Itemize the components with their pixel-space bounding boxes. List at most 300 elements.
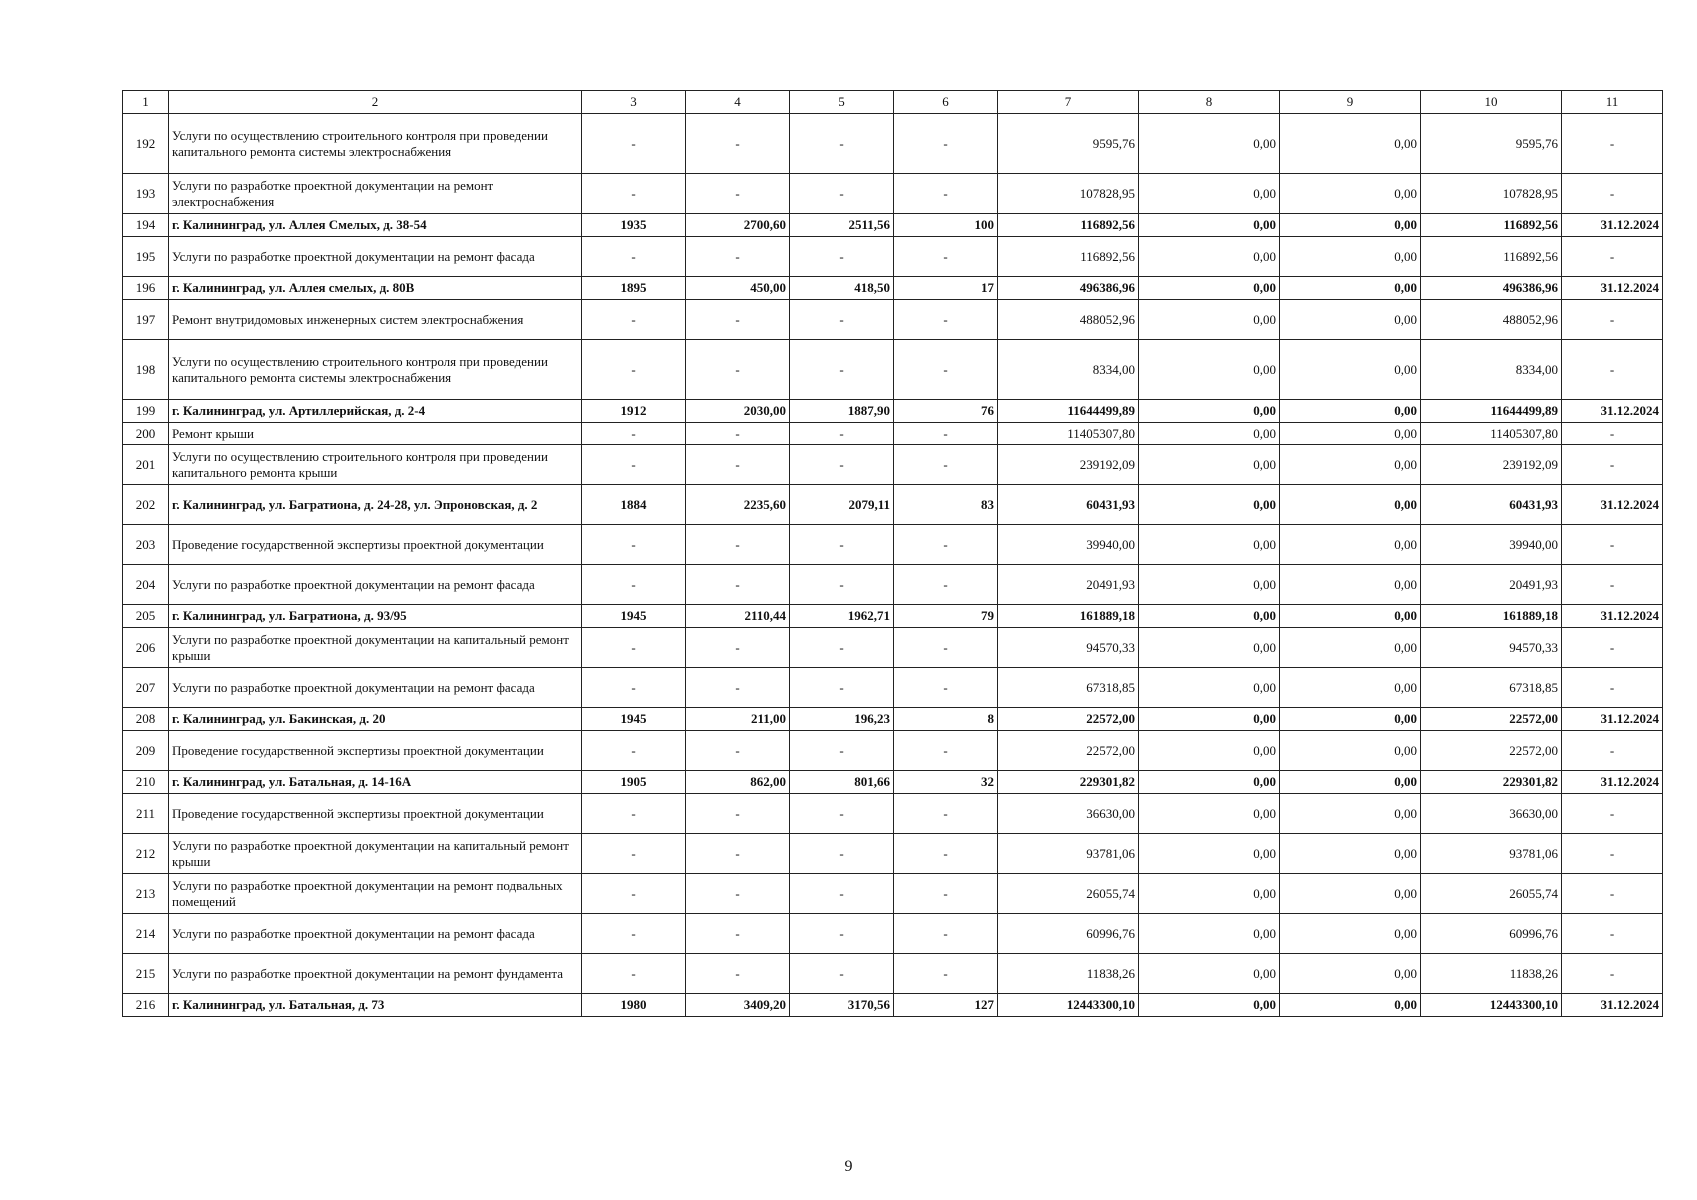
cost-col8-cell: 0,00 (1139, 174, 1280, 214)
address-row (123, 485, 1663, 525)
row-description: Услуги по разработке проектной документации на капитальный ремонт крыши (169, 834, 582, 874)
address-row (123, 605, 1663, 628)
capital-repair-table (122, 90, 1663, 1017)
row-number: 214 (123, 914, 169, 954)
residents-cell: - (894, 174, 998, 214)
cost-col8-cell: 0,00 (1139, 114, 1280, 174)
residents-cell: - (894, 794, 998, 834)
cost-col8-cell: 0,00 (1139, 400, 1280, 423)
area-living-cell: - (790, 525, 894, 565)
service-row (123, 731, 1663, 771)
area-total-cell: - (686, 237, 790, 277)
residents-cell: 76 (894, 400, 998, 423)
cost-col8-cell: 0,00 (1139, 874, 1280, 914)
cost-col10-cell: 94570,33 (1421, 628, 1562, 668)
row-description: Услуги по разработке проектной документации на ремонт фасада (169, 237, 582, 277)
column-header: 5 (790, 91, 894, 114)
year-cell: - (582, 174, 686, 214)
row-number: 197 (123, 300, 169, 340)
area-living-cell: - (790, 914, 894, 954)
residents-cell: 32 (894, 771, 998, 794)
completion-date-cell: - (1562, 174, 1663, 214)
cost-col10-cell: 116892,56 (1421, 214, 1562, 237)
year-cell: - (582, 237, 686, 277)
column-header: 4 (686, 91, 790, 114)
cost-col10-cell: 39940,00 (1421, 525, 1562, 565)
area-living-cell: 801,66 (790, 771, 894, 794)
cost-total-cell: 496386,96 (998, 277, 1139, 300)
cost-col10-cell: 107828,95 (1421, 174, 1562, 214)
row-number: 192 (123, 114, 169, 174)
completion-date-cell: 31.12.2024 (1562, 277, 1663, 300)
address-row (123, 994, 1663, 1017)
row-description: Услуги по разработке проектной документации на ремонт фасада (169, 668, 582, 708)
row-description: г. Калининград, ул. Батальная, д. 73 (169, 994, 582, 1017)
area-total-cell: 2110,44 (686, 605, 790, 628)
area-total-cell: - (686, 954, 790, 994)
cost-col9-cell: 0,00 (1280, 794, 1421, 834)
residents-cell: - (894, 834, 998, 874)
column-header: 3 (582, 91, 686, 114)
area-living-cell: - (790, 445, 894, 485)
row-number: 207 (123, 668, 169, 708)
column-header: 9 (1280, 91, 1421, 114)
cost-col9-cell: 0,00 (1280, 340, 1421, 400)
service-row (123, 174, 1663, 214)
area-total-cell: 450,00 (686, 277, 790, 300)
cost-col9-cell: 0,00 (1280, 277, 1421, 300)
year-cell: - (582, 914, 686, 954)
cost-total-cell: 26055,74 (998, 874, 1139, 914)
cost-col8-cell: 0,00 (1139, 300, 1280, 340)
cost-col8-cell: 0,00 (1139, 708, 1280, 731)
cost-col8-cell: 0,00 (1139, 423, 1280, 445)
area-total-cell: - (686, 340, 790, 400)
row-description: г. Калининград, ул. Аллея смелых, д. 80В (169, 277, 582, 300)
address-row (123, 400, 1663, 423)
row-description: Услуги по осуществлению строительного контроля при проведении капитального ремонта системы электроснабжения (169, 340, 582, 400)
cost-col9-cell: 0,00 (1280, 214, 1421, 237)
service-row (123, 300, 1663, 340)
area-total-cell: - (686, 423, 790, 445)
cost-col8-cell: 0,00 (1139, 771, 1280, 794)
completion-date-cell: 31.12.2024 (1562, 485, 1663, 525)
cost-total-cell: 22572,00 (998, 731, 1139, 771)
area-total-cell: - (686, 794, 790, 834)
area-total-cell: 3409,20 (686, 994, 790, 1017)
residents-cell: - (894, 525, 998, 565)
area-living-cell: - (790, 731, 894, 771)
area-living-cell: - (790, 668, 894, 708)
cost-col9-cell: 0,00 (1280, 994, 1421, 1017)
cost-col8-cell: 0,00 (1139, 994, 1280, 1017)
completion-date-cell: 31.12.2024 (1562, 994, 1663, 1017)
cost-total-cell: 67318,85 (998, 668, 1139, 708)
completion-date-cell: - (1562, 834, 1663, 874)
year-cell: - (582, 525, 686, 565)
row-number: 210 (123, 771, 169, 794)
area-total-cell: - (686, 628, 790, 668)
residents-cell: - (894, 340, 998, 400)
cost-total-cell: 93781,06 (998, 834, 1139, 874)
address-row (123, 708, 1663, 731)
cost-col8-cell: 0,00 (1139, 237, 1280, 277)
cost-total-cell: 12443300,10 (998, 994, 1139, 1017)
service-row (123, 794, 1663, 834)
cost-col8-cell: 0,00 (1139, 277, 1280, 300)
year-cell: - (582, 794, 686, 834)
column-header: 2 (169, 91, 582, 114)
cost-total-cell: 116892,56 (998, 214, 1139, 237)
cost-total-cell: 22572,00 (998, 708, 1139, 731)
area-total-cell: - (686, 525, 790, 565)
cost-col8-cell: 0,00 (1139, 445, 1280, 485)
row-number: 194 (123, 214, 169, 237)
residents-cell: 17 (894, 277, 998, 300)
residents-cell: - (894, 954, 998, 994)
area-living-cell: 196,23 (790, 708, 894, 731)
cost-col10-cell: 26055,74 (1421, 874, 1562, 914)
cost-col8-cell: 0,00 (1139, 954, 1280, 994)
row-description: Проведение государственной экспертизы проектной документации (169, 794, 582, 834)
row-number: 195 (123, 237, 169, 277)
cost-col10-cell: 67318,85 (1421, 668, 1562, 708)
row-description: Проведение государственной экспертизы проектной документации (169, 525, 582, 565)
area-living-cell: - (790, 237, 894, 277)
cost-total-cell: 94570,33 (998, 628, 1139, 668)
cost-total-cell: 60996,76 (998, 914, 1139, 954)
residents-cell: - (894, 300, 998, 340)
cost-col8-cell: 0,00 (1139, 731, 1280, 771)
row-description: Услуги по осуществлению строительного контроля при проведении капитального ремонта крыши (169, 445, 582, 485)
completion-date-cell: - (1562, 874, 1663, 914)
column-header: 7 (998, 91, 1139, 114)
cost-col9-cell: 0,00 (1280, 834, 1421, 874)
completion-date-cell: - (1562, 954, 1663, 994)
residents-cell: 79 (894, 605, 998, 628)
area-living-cell: - (790, 300, 894, 340)
area-living-cell: - (790, 834, 894, 874)
row-description: Ремонт крыши (169, 423, 582, 445)
cost-col8-cell: 0,00 (1139, 834, 1280, 874)
area-total-cell: - (686, 731, 790, 771)
completion-date-cell: - (1562, 525, 1663, 565)
row-description: г. Калининград, ул. Аллея Смелых, д. 38-54 (169, 214, 582, 237)
cost-total-cell: 8334,00 (998, 340, 1139, 400)
row-description: Услуги по разработке проектной документации на ремонт подвальных помещений (169, 874, 582, 914)
row-description: Услуги по разработке проектной документации на ремонт фасада (169, 565, 582, 605)
cost-col9-cell: 0,00 (1280, 114, 1421, 174)
cost-col10-cell: 9595,76 (1421, 114, 1562, 174)
cost-col8-cell: 0,00 (1139, 565, 1280, 605)
cost-col10-cell: 11838,26 (1421, 954, 1562, 994)
service-row (123, 340, 1663, 400)
cost-col8-cell: 0,00 (1139, 628, 1280, 668)
cost-col8-cell: 0,00 (1139, 668, 1280, 708)
cost-col9-cell: 0,00 (1280, 628, 1421, 668)
cost-col10-cell: 229301,82 (1421, 771, 1562, 794)
completion-date-cell: - (1562, 300, 1663, 340)
residents-cell: - (894, 731, 998, 771)
row-number: 205 (123, 605, 169, 628)
area-living-cell: - (790, 565, 894, 605)
cost-col8-cell: 0,00 (1139, 340, 1280, 400)
row-description: г. Калининград, ул. Батальная, д. 14-16А (169, 771, 582, 794)
cost-col10-cell: 20491,93 (1421, 565, 1562, 605)
row-description: Услуги по разработке проектной документации на ремонт электроснабжения (169, 174, 582, 214)
service-row (123, 423, 1663, 445)
cost-col9-cell: 0,00 (1280, 174, 1421, 214)
year-cell: - (582, 834, 686, 874)
residents-cell: - (894, 565, 998, 605)
year-cell: 1945 (582, 605, 686, 628)
cost-col9-cell: 0,00 (1280, 485, 1421, 525)
cost-col8-cell: 0,00 (1139, 794, 1280, 834)
residents-cell: - (894, 237, 998, 277)
cost-col9-cell: 0,00 (1280, 954, 1421, 994)
column-header: 6 (894, 91, 998, 114)
completion-date-cell: - (1562, 731, 1663, 771)
completion-date-cell: - (1562, 423, 1663, 445)
row-description: г. Калининград, ул. Артиллерийская, д. 2-4 (169, 400, 582, 423)
completion-date-cell: - (1562, 628, 1663, 668)
cost-col9-cell: 0,00 (1280, 423, 1421, 445)
row-number: 206 (123, 628, 169, 668)
area-total-cell: - (686, 300, 790, 340)
cost-total-cell: 11405307,80 (998, 423, 1139, 445)
completion-date-cell: 31.12.2024 (1562, 771, 1663, 794)
row-description: Проведение государственной экспертизы проектной документации (169, 731, 582, 771)
row-number: 211 (123, 794, 169, 834)
area-living-cell: 1887,90 (790, 400, 894, 423)
service-row (123, 668, 1663, 708)
register-sheet (122, 90, 1662, 1017)
area-total-cell: - (686, 874, 790, 914)
cost-total-cell: 229301,82 (998, 771, 1139, 794)
area-total-cell: - (686, 565, 790, 605)
column-header: 8 (1139, 91, 1280, 114)
residents-cell: - (894, 668, 998, 708)
area-total-cell: - (686, 834, 790, 874)
residents-cell: 8 (894, 708, 998, 731)
area-living-cell: - (790, 340, 894, 400)
row-number: 204 (123, 565, 169, 605)
cost-total-cell: 161889,18 (998, 605, 1139, 628)
cost-col10-cell: 496386,96 (1421, 277, 1562, 300)
cost-col9-cell: 0,00 (1280, 237, 1421, 277)
service-row (123, 954, 1663, 994)
area-living-cell: - (790, 874, 894, 914)
service-row (123, 114, 1663, 174)
row-number: 193 (123, 174, 169, 214)
service-row (123, 445, 1663, 485)
row-number: 201 (123, 445, 169, 485)
cost-col10-cell: 488052,96 (1421, 300, 1562, 340)
area-total-cell: 2030,00 (686, 400, 790, 423)
cost-col9-cell: 0,00 (1280, 914, 1421, 954)
service-row (123, 237, 1663, 277)
row-number: 209 (123, 731, 169, 771)
area-living-cell: - (790, 954, 894, 994)
cost-col10-cell: 11644499,89 (1421, 400, 1562, 423)
column-header: 1 (123, 91, 169, 114)
area-living-cell: 1962,71 (790, 605, 894, 628)
completion-date-cell: - (1562, 445, 1663, 485)
cost-col10-cell: 11405307,80 (1421, 423, 1562, 445)
cost-col9-cell: 0,00 (1280, 300, 1421, 340)
completion-date-cell: - (1562, 237, 1663, 277)
year-cell: 1945 (582, 708, 686, 731)
cost-total-cell: 39940,00 (998, 525, 1139, 565)
completion-date-cell: - (1562, 565, 1663, 605)
cost-total-cell: 11838,26 (998, 954, 1139, 994)
year-cell: 1895 (582, 277, 686, 300)
cost-col9-cell: 0,00 (1280, 668, 1421, 708)
row-number: 203 (123, 525, 169, 565)
year-cell: - (582, 731, 686, 771)
row-number: 216 (123, 994, 169, 1017)
cost-col10-cell: 36630,00 (1421, 794, 1562, 834)
residents-cell: - (894, 874, 998, 914)
row-description: г. Калининград, ул. Багратиона, д. 93/95 (169, 605, 582, 628)
residents-cell: - (894, 423, 998, 445)
year-cell: - (582, 423, 686, 445)
year-cell: - (582, 954, 686, 994)
row-number: 199 (123, 400, 169, 423)
cost-col8-cell: 0,00 (1139, 214, 1280, 237)
cost-col8-cell: 0,00 (1139, 914, 1280, 954)
row-description: Услуги по разработке проектной документации на ремонт фасада (169, 914, 582, 954)
service-row (123, 628, 1663, 668)
row-description: Услуги по разработке проектной документации на ремонт фундамента (169, 954, 582, 994)
row-number: 213 (123, 874, 169, 914)
cost-col8-cell: 0,00 (1139, 525, 1280, 565)
service-row (123, 874, 1663, 914)
cost-total-cell: 107828,95 (998, 174, 1139, 214)
completion-date-cell: - (1562, 340, 1663, 400)
cost-col10-cell: 60431,93 (1421, 485, 1562, 525)
area-total-cell: 2235,60 (686, 485, 790, 525)
area-total-cell: - (686, 174, 790, 214)
year-cell: - (582, 340, 686, 400)
cost-total-cell: 11644499,89 (998, 400, 1139, 423)
cost-col10-cell: 60996,76 (1421, 914, 1562, 954)
residents-cell: - (894, 114, 998, 174)
year-cell: 1912 (582, 400, 686, 423)
row-number: 202 (123, 485, 169, 525)
residents-cell: 127 (894, 994, 998, 1017)
cost-col8-cell: 0,00 (1139, 485, 1280, 525)
year-cell: 1905 (582, 771, 686, 794)
year-cell: - (582, 668, 686, 708)
area-total-cell: - (686, 914, 790, 954)
column-header: 11 (1562, 91, 1663, 114)
cost-total-cell: 60431,93 (998, 485, 1139, 525)
residents-cell: 100 (894, 214, 998, 237)
completion-date-cell: - (1562, 668, 1663, 708)
completion-date-cell: 31.12.2024 (1562, 605, 1663, 628)
area-living-cell: - (790, 794, 894, 834)
area-total-cell: 2700,60 (686, 214, 790, 237)
cost-total-cell: 9595,76 (998, 114, 1139, 174)
row-number: 215 (123, 954, 169, 994)
cost-total-cell: 116892,56 (998, 237, 1139, 277)
cost-col10-cell: 8334,00 (1421, 340, 1562, 400)
row-description: г. Калининград, ул. Бакинская, д. 20 (169, 708, 582, 731)
service-row (123, 914, 1663, 954)
completion-date-cell: - (1562, 914, 1663, 954)
row-number: 208 (123, 708, 169, 731)
page-number: 9 (844, 1158, 853, 1175)
area-total-cell: - (686, 445, 790, 485)
cost-col10-cell: 22572,00 (1421, 708, 1562, 731)
completion-date-cell: 31.12.2024 (1562, 214, 1663, 237)
year-cell: 1884 (582, 485, 686, 525)
service-row (123, 834, 1663, 874)
cost-total-cell: 239192,09 (998, 445, 1139, 485)
completion-date-cell: - (1562, 794, 1663, 834)
cost-col9-cell: 0,00 (1280, 874, 1421, 914)
cost-total-cell: 20491,93 (998, 565, 1139, 605)
column-number-row (123, 91, 1663, 114)
year-cell: - (582, 300, 686, 340)
column-header: 10 (1421, 91, 1562, 114)
cost-col10-cell: 116892,56 (1421, 237, 1562, 277)
cost-col10-cell: 12443300,10 (1421, 994, 1562, 1017)
cost-col10-cell: 161889,18 (1421, 605, 1562, 628)
cost-col10-cell: 93781,06 (1421, 834, 1562, 874)
cost-col9-cell: 0,00 (1280, 771, 1421, 794)
area-living-cell: 2511,56 (790, 214, 894, 237)
residents-cell: - (894, 628, 998, 668)
area-living-cell: - (790, 174, 894, 214)
service-row (123, 525, 1663, 565)
area-living-cell: 3170,56 (790, 994, 894, 1017)
year-cell: 1935 (582, 214, 686, 237)
area-living-cell: - (790, 423, 894, 445)
year-cell: - (582, 874, 686, 914)
cost-col10-cell: 22572,00 (1421, 731, 1562, 771)
cost-col9-cell: 0,00 (1280, 605, 1421, 628)
service-row (123, 565, 1663, 605)
cost-col9-cell: 0,00 (1280, 708, 1421, 731)
address-row (123, 277, 1663, 300)
cost-col9-cell: 0,00 (1280, 400, 1421, 423)
completion-date-cell: - (1562, 114, 1663, 174)
area-total-cell: - (686, 668, 790, 708)
row-description: Услуги по осуществлению строительного контроля при проведении капитального ремонта системы электроснабжения (169, 114, 582, 174)
cost-col10-cell: 239192,09 (1421, 445, 1562, 485)
row-number: 200 (123, 423, 169, 445)
cost-col9-cell: 0,00 (1280, 525, 1421, 565)
completion-date-cell: 31.12.2024 (1562, 400, 1663, 423)
area-living-cell: - (790, 114, 894, 174)
row-number: 212 (123, 834, 169, 874)
row-number: 198 (123, 340, 169, 400)
address-row (123, 771, 1663, 794)
area-living-cell: 418,50 (790, 277, 894, 300)
area-total-cell: - (686, 114, 790, 174)
cost-col9-cell: 0,00 (1280, 565, 1421, 605)
row-number: 196 (123, 277, 169, 300)
address-row (123, 214, 1663, 237)
row-description: Услуги по разработке проектной документации на капитальный ремонт крыши (169, 628, 582, 668)
area-total-cell: 862,00 (686, 771, 790, 794)
row-description: Ремонт внутридомовых инженерных систем электроснабжения (169, 300, 582, 340)
year-cell: 1980 (582, 994, 686, 1017)
cost-col9-cell: 0,00 (1280, 731, 1421, 771)
row-description: г. Калининград, ул. Багратиона, д. 24-28, ул. Эпроновская, д. 2 (169, 485, 582, 525)
